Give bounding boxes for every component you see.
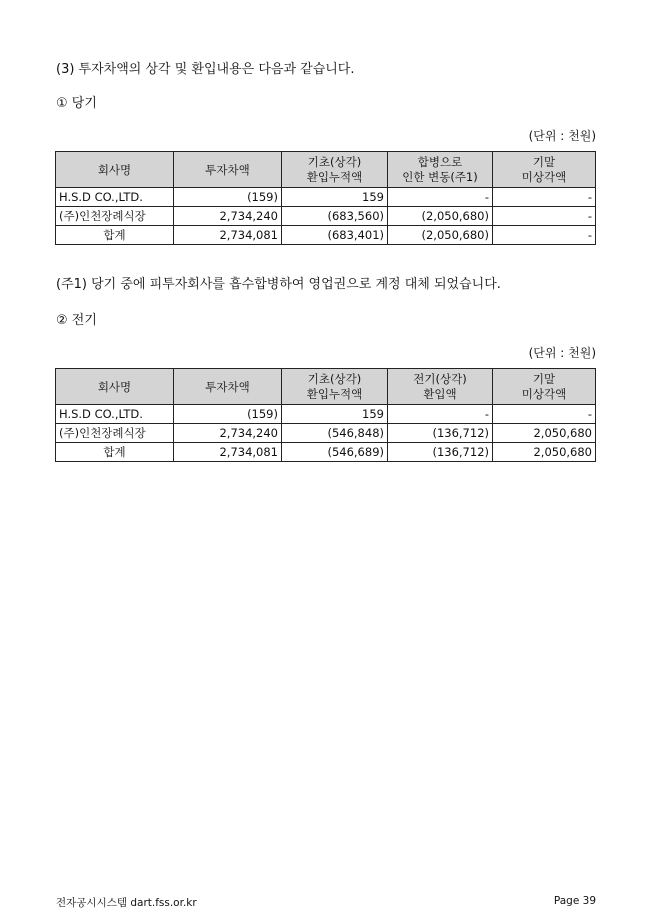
table-cell: (136,712): [388, 424, 493, 443]
table-cell: (683,560): [282, 207, 388, 226]
header-merger-change: 합병으로 인한 변동(주1): [388, 152, 493, 188]
table-cell: H.S.D CO.,LTD.: [56, 405, 174, 424]
table-cell: 2,734,081: [174, 443, 282, 462]
previous-unit-label: (단위 : 천원): [528, 346, 596, 360]
table-cell: (2,050,680): [388, 207, 493, 226]
footer-source: 전자공시시스템 dart.fss.or.kr: [56, 897, 197, 909]
table-total-row: [56, 443, 596, 462]
table-cell: -: [493, 405, 596, 424]
table-cell: 159: [282, 405, 388, 424]
table-cell: (2,050,680): [388, 226, 493, 245]
table-cell: -: [493, 207, 596, 226]
table-header-row: [56, 152, 596, 188]
table-cell: 2,734,240: [174, 424, 282, 443]
table-row: [56, 188, 596, 207]
table-cell: -: [493, 188, 596, 207]
table-cell: (주)인천장례식장: [56, 207, 174, 226]
footnote: (주1) 당기 중에 피투자회사를 흡수합병하여 영업권으로 계정 대체 되었습니다.: [56, 277, 501, 292]
header-opening-accumulated: 기초(상각) 환입누적액: [282, 152, 388, 188]
table-cell: (546,689): [282, 443, 388, 462]
header-prior-amortization: 전기(상각) 환입액: [388, 369, 493, 405]
table-cell: 합계: [56, 443, 174, 462]
current-period-label: ① 당기: [56, 96, 97, 111]
previous-period-label: ② 전기: [56, 313, 97, 328]
table-row: [56, 207, 596, 226]
header-company: 회사명: [56, 152, 174, 188]
table-cell: (683,401): [282, 226, 388, 245]
table-cell: 2,050,680: [493, 424, 596, 443]
table-cell: 합계: [56, 226, 174, 245]
header-ending-unamortized: 기말 미상각액: [493, 152, 596, 188]
header-ending-unamortized: 기말 미상각액: [493, 369, 596, 405]
table-cell: 2,050,680: [493, 443, 596, 462]
header-investment-difference: 투자차액: [174, 369, 282, 405]
section-title: (3) 투자차액의 상각 및 환입내용은 다음과 같습니다.: [56, 62, 355, 77]
table-row: [56, 424, 596, 443]
header-opening-accumulated: 기초(상각) 환입누적액: [282, 369, 388, 405]
table-cell: -: [493, 226, 596, 245]
footer-page-number: Page 39: [553, 895, 596, 907]
table-cell: -: [388, 188, 493, 207]
table-row: [56, 405, 596, 424]
current-unit-label: (단위 : 천원): [528, 129, 596, 143]
table-cell: 2,734,240: [174, 207, 282, 226]
table-cell: -: [388, 405, 493, 424]
header-company: 회사명: [56, 369, 174, 405]
table-cell: (136,712): [388, 443, 493, 462]
header-investment-difference: 투자차액: [174, 152, 282, 188]
table-header-row: [56, 369, 596, 405]
table-cell: (546,848): [282, 424, 388, 443]
table-cell: (159): [174, 188, 282, 207]
table-cell: (주)인천장례식장: [56, 424, 174, 443]
table-cell: 159: [282, 188, 388, 207]
table-cell: (159): [174, 405, 282, 424]
previous-period-table: [55, 368, 596, 462]
table-cell: 2,734,081: [174, 226, 282, 245]
table-total-row: [56, 226, 596, 245]
current-period-table: [55, 151, 596, 245]
table-cell: H.S.D CO.,LTD.: [56, 188, 174, 207]
